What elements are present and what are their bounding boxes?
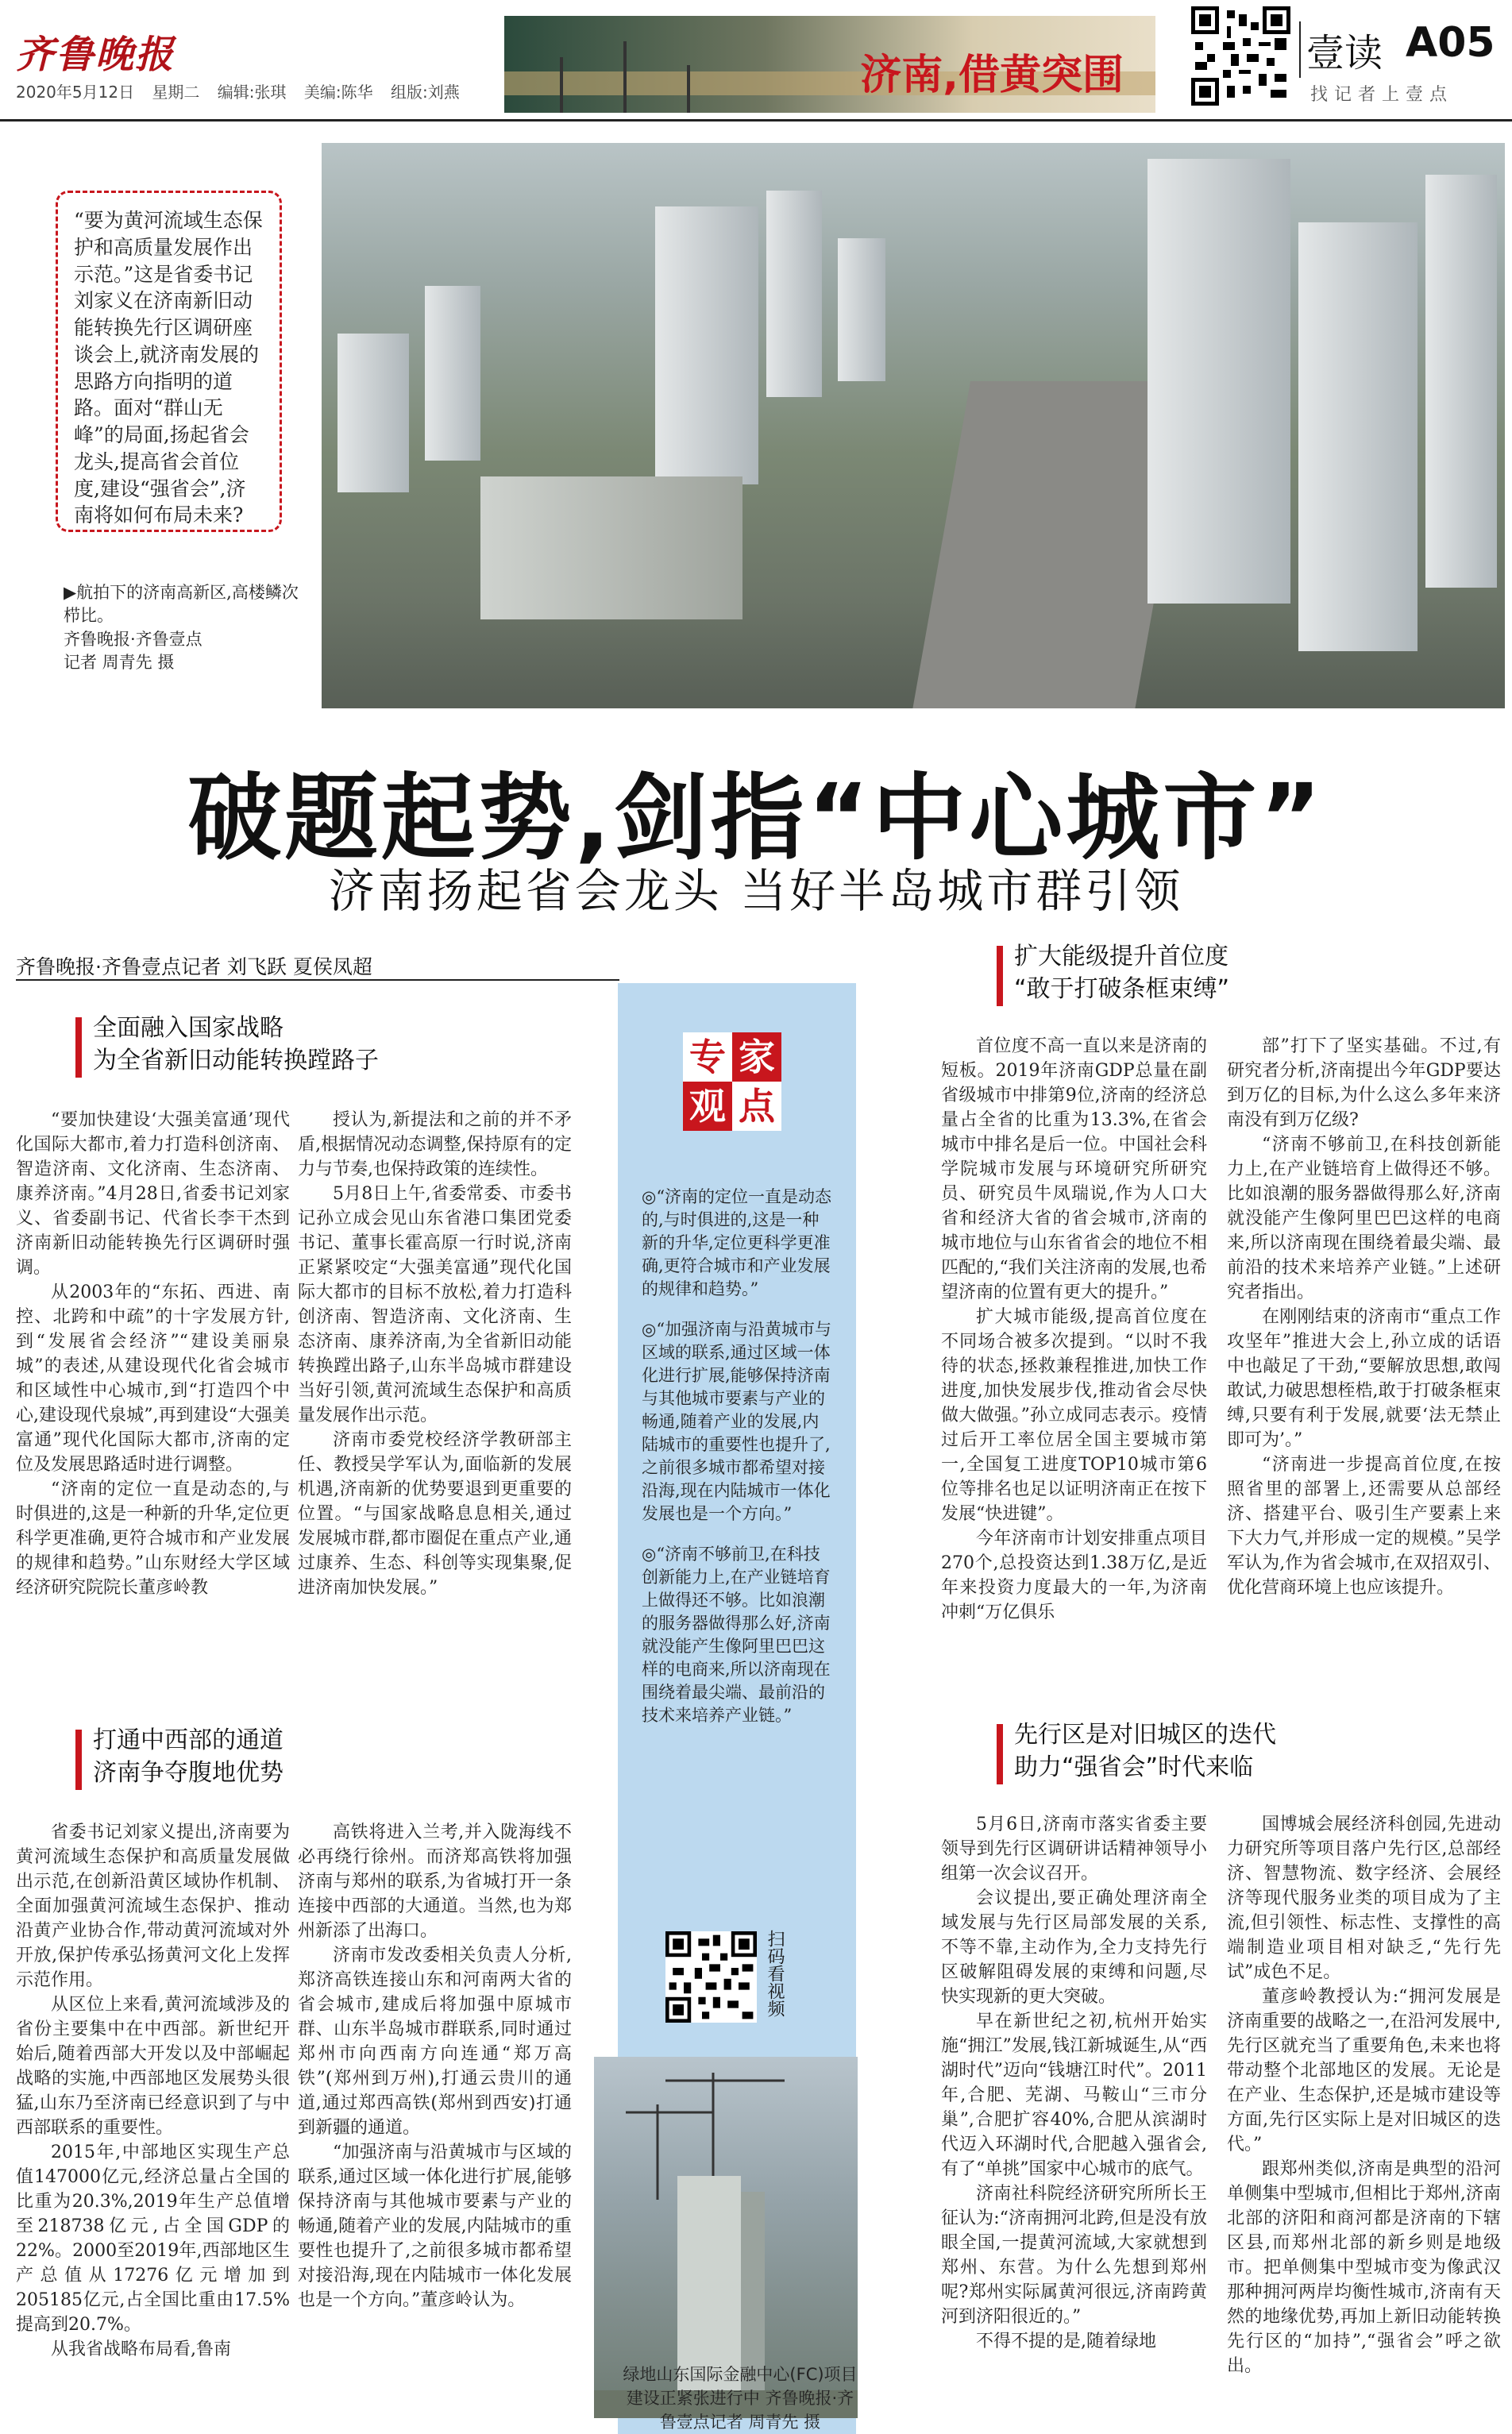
section-name: 壹读: [1306, 31, 1383, 75]
article-column: [941, 1034, 1207, 1685]
intro-box: “要为黄河流域生态保护和高质量发展作出示范。”这是省委书记刘家义在济南新旧动能转换先行区调研座谈会上,就济南发展的思路方向指明的道路。面对“群山无峰”的局面,扬起省会龙头,提高省会首位度,建设“强省会”,济南将如何布局未来?: [56, 191, 282, 532]
section-tagline: 找记者上壹点: [1310, 85, 1454, 105]
paragraph: 5月8日上午,省委常委、市委书记孙立成会见山东省港口集团党委书记、董事长霍高原一行时说,济南正紧紧咬定“大强美富通”现代化国际大都市的目标不放松,着力打造科创济南、智造济南、文化济南、生态济南、康养济南,为全省新旧动能转换蹚出路子,山东半岛城市群建设当好引领,黄河流域生态保护和高质量发展作出示范。: [298, 1184, 572, 1425]
paragraph: 高铁将进入兰考,并入陇海线不必再绕行徐州。而济郑高铁将加强济南与郑州的联系,为省城打开一条连接中西部的大通道。当然,也为郑州新添了出海口。: [298, 1823, 572, 1941]
banner-crane: [560, 57, 563, 113]
section-heading: [997, 941, 1473, 1013]
paragraph: 今年济南市计划安排重点项目270个,总投资达到1.38万亿,是近年来投资力度最大的一年,为济南冲刺“万亿俱乐: [941, 1529, 1207, 1622]
article-column: [1227, 1034, 1501, 1685]
article-column: [941, 1812, 1207, 2424]
paragraph: 从我省战略布局看,鲁南: [51, 2339, 231, 2359]
section-heading-line: “敢于打破条框束缚”: [1014, 974, 1230, 1003]
design-credit: 美编:陈华: [303, 83, 373, 102]
issue-date: 2020年5月12日: [16, 83, 135, 102]
article-column: [298, 1108, 572, 1695]
paragraph: 5月6日,济南市落实省委主要领导到先行区调研讲话精神领导小组第一次会议召开。: [941, 1815, 1207, 1884]
article-column: [16, 1108, 290, 1695]
byline-rule: [16, 979, 619, 981]
paragraph: 扩大城市能级,提高首位度在不同场合被多次提到。“以时不我待的状态,拯救兼程推进,加快工作进度,加快发展步伐,推动省会尽快做大做强。”孙立成同志表示。疫情过后开工率位居全国主要城市第一,全国复工进度TOP10城市第6位等排名也足以证明济南正在按下发展“快进键”。: [941, 1307, 1207, 1524]
section-heading: [75, 1725, 592, 1796]
headline: 破题起势,剑指“中心城市”: [187, 763, 1325, 873]
paragraph: 济南市发改委相关负责人分析,郑济高铁连接山东和河南两大省的省会城市,建成后将加强中原城市群、山东半岛城市群联系,同时通过郑州市向西南方向连通“郑万高铁”(郑州到万州),打通云贵川的通道,通过郑西高铁(郑州到西安)打通到新疆的通道。: [298, 1946, 572, 2138]
photo-building: [1425, 175, 1497, 588]
tower-photo-caption: 绿地山东国际金融中心(FC)项目建设正紧张进行中 齐鲁晚报·齐鲁壹点记者 周青先 摄: [623, 2365, 858, 2432]
byline: 齐鲁晚报·齐鲁壹点记者 刘飞跃 夏侯凤超: [16, 955, 372, 978]
proof-credit: 组版:刘燕: [391, 83, 460, 102]
qr-code-icon[interactable]: [1191, 6, 1290, 106]
expert-quote: ◎“加强济南与沿黄城市与区域的联系,通过区域一体化进行扩展,能够保持济南与其他城市要素与产业的畅通,随着产业的发展,内陆城市的重要性也提升了,之前很多城市都希望对接沿海,现在内陆城市一体化发展也是一个方向。”: [642, 1320, 832, 1523]
expert-badge-char: 家: [732, 1032, 781, 1082]
banner-crane: [687, 65, 690, 113]
expert-quote: ◎“济南的定位一直是动态的,与时俱进的,这是一种新的升华,定位更科学更准确,更符合城市和产业发展的规律和趋势。”: [642, 1187, 832, 1298]
article-column: [298, 1820, 572, 2424]
paragraph: 跟郑州类似,济南是典型的沿河单侧集中型城市,但相比于郑州,济南北部的济阳和商河都是济南的下辖区县,而郑州北部的新乡则是地级市。把单侧集中型城市变为像武汉那种拥河两岸均衡性城市,济南有天然的地缘优势,再加上新旧动能转换先行区的“加持”,“强省会”呼之欲出。: [1227, 2159, 1501, 2376]
video-qr-code-icon[interactable]: [665, 1931, 757, 2023]
section-heading-line: 济南争夺腹地优势: [93, 1758, 284, 1787]
issue-info: [16, 79, 472, 102]
issue-weekday: 星期二: [152, 83, 200, 102]
paragraph: 国博城会展经济科创园,先进动力研究所等项目落户先行区,总部经济、智慧物流、数字经济、会展经济等现代服务业类的项目成为了主流,但引领性、标志性、支撑性的高端制造业项目相对缺乏,“先行先试”成色不足。: [1227, 1815, 1501, 1982]
banner-crane: [623, 41, 627, 113]
header-rule: [0, 119, 1512, 122]
photo-caption: [64, 581, 302, 675]
section-heading-line: 全面融入国家战略: [93, 1014, 284, 1042]
photo-building: [766, 191, 822, 397]
paragraph: 部”打下了坚实基础。不过,有研究者分析,济南提出今年GDP要达到万亿的目标,为什么这么多年来济南没有到万亿级?: [1227, 1036, 1501, 1130]
expert-badge-char: 专: [683, 1032, 732, 1082]
article-column: [1227, 1812, 1501, 2424]
paragraph: 会议提出,要正确处理济南全域发展与先行区局部发展的关系,不等不靠,主动作为,全力支持先行区破解阻碍发展的束缚和问题,尽快实现新的更大突破。: [941, 1888, 1207, 2007]
section-heading: [75, 1013, 592, 1084]
photo-caption-line: 齐鲁晚报·齐鲁壹点: [64, 629, 202, 649]
paragraph: “济南进一步提高首位度,在按照省里的部署上,还需要从总部经济、搭建平台、吸引生产要素上来下大力气,并形成一定的规模。”吴学军认为,作为省会城市,在双招双引、优化营商环境上也应该提升。: [1227, 1455, 1501, 1598]
section-heading: [997, 1719, 1473, 1791]
paragraph: 从2003年的“东拓、西进、南控、北跨和中疏”的十字发展方针,到“发展省会经济”“建设美丽泉城”的表述,从建设现代化省会城市和区域性中心城市,到“打造四个中心,建设现代泉城”,再到建设“大强美富通”现代化国际大都市,济南的定位及发展思路适时进行调整。: [16, 1283, 290, 1475]
editor-credit: 编辑:张琪: [217, 83, 287, 102]
paragraph: 从区位上来看,黄河流域涉及的省份主要集中在中西部。新世纪开始后,随着西部大开发以及中部崛起战略的实施,中西部地区发展势头很猛,山东乃至济南已经意识到了与中西部联系的重要性。: [16, 1995, 290, 2138]
paragraph: “要加快建设‘大强美富通’现代化国际大都市,着力打造科创济南、智造济南、文化济南、生态济南、康养济南。”4月28日,省委书记刘家义、省委副书记、代省长李干杰到济南新旧动能转换先行区调研时强调。: [16, 1110, 290, 1278]
photo-building: [425, 286, 480, 461]
section-heading-line: 打通中西部的通道: [93, 1726, 284, 1754]
newspaper-logo: 齐鲁晚报: [16, 33, 176, 77]
photo-building: [480, 476, 742, 619]
paragraph: 济南社科院经济研究所所长王征认为:“济南拥河北跨,但是没有放眼全国,一提黄河流域,大家就想到郑州、东营。为什么先想到郑州呢?郑州实际属黄河很远,济南跨黄河到济阳很近的。”: [941, 2184, 1207, 2327]
expert-quote: ◎“济南不够前卫,在科技创新能力上,在产业链培育上做得还不够。比如浪潮的服务器做得那么好,济南就没能产生像阿里巴巴这样的电商来,所以济南现在围绕着最尖端、最前沿的技术来培养产业链。”: [642, 1545, 831, 1725]
paragraph: “济南的定位一直是动态的,与时俱进的,这是一种新的升华,定位更科学更准确,更符合城市和产业发展的规律和趋势。”山东财经大学区域经济研究院院长董彦岭教: [16, 1479, 290, 1598]
paragraph: 2015年,中部地区实现生产总值147000亿元,经济总量占全国的比重为20.3%,2019年生产总值增至218738亿元,占全国GDP的22%。2000至2019年,西部地区生产总值从17276亿元增加到205185亿元,占全国比重由17.5%提高到20.7%。: [16, 2143, 290, 2335]
aerial-city-photo: [322, 143, 1505, 708]
paragraph: 授认为,新提法和之前的并不矛盾,根据情况动态调整,保持原有的定力与节奏,也保持政策的连续性。: [298, 1110, 572, 1179]
page-number: A05: [1406, 19, 1495, 67]
paragraph: 董彦岭教授认为:“拥河发展是济南重要的战略之一,在沿河发展中,先行区就充当了重要角色,未来也将带动整个北部地区的发展。无论是在产业、生态保护,还是城市建设等方面,先行区实际上是对旧城区的迭代。”: [1227, 1987, 1501, 2154]
expert-quotes: [642, 1186, 832, 1745]
photo-caption-line: 记者 周青先 摄: [64, 653, 175, 673]
photo-building: [655, 206, 758, 484]
section-heading-line: 先行区是对旧城区的迭代: [1014, 1721, 1276, 1749]
paragraph: 省委书记刘家义提出,济南要为黄河流域生态保护和高质量发展做出示范,在创新沿黄区域协作机制、全面加强黄河流域生态保护、推动沿黄产业协合作,带动黄河流域对外开放,保护传承弘扬黄河文化上发挥示范作用。: [16, 1823, 290, 1990]
expert-badge-char: 点: [732, 1082, 781, 1131]
photo-caption-line: ▶航拍下的济南高新区,高楼鳞次栉比。: [64, 583, 299, 626]
banner-title: 济南,借黄突围: [860, 52, 1124, 99]
paragraph: 首位度不高一直以来是济南的短板。2019年济南GDP总量在副省级城市中排第9位,济南的经济总量占全省的比重为13.3%,在省会城市中排名是后一位。中国社会科学院城市发展与环境研究所研究员、研究员牛凤瑞说,作为人口大省和经济大省的省会城市,济南的城市地位与山东省省会的地位不相匹配的,“我们关注济南的发展,也希望济南的位置有更大的提升。”: [941, 1036, 1207, 1302]
paragraph: “加强济南与沿黄城市与区域的联系,通过区域一体化进行扩展,能够保持济南与其他城市要素与产业的畅通,随着产业的发展,内陆城市的重要性也提升了,之前很多城市都希望对接沿海,现在内陆城市一体化发展也是一个方向。”董彦岭认为。: [298, 2143, 572, 2310]
photo-building: [338, 334, 409, 492]
section-heading-line: 为全省新旧动能转换蹚路子: [93, 1046, 379, 1074]
expert-badge-char: 观: [683, 1082, 732, 1131]
section-heading-line: 扩大能级提升首位度: [1014, 943, 1228, 970]
section-heading-line: 助力“强省会”时代来临: [1014, 1753, 1254, 1781]
paragraph: 不得不提的是,随着绿地: [976, 2332, 1156, 2351]
scan-video-label: 扫码看视频: [765, 1930, 785, 2017]
paragraph: 济南市委党校经济学教研部主任、教授吴学军认为,面临新的发展机遇,济南新的优势要退到更重要的位置。“与国家战略息息相关,通过发展城市群,都市圈促在重点产业,通过康养、生态、科创等实现集聚,促进济南加快发展。”: [298, 1430, 572, 1598]
top-banner: [504, 16, 1155, 113]
article-column: [16, 1820, 290, 2424]
photo-building: [838, 238, 885, 381]
paragraph: 早在新世纪之初,杭州开始实施“拥江”发展,钱江新城诞生,从“西湖时代”迈向“钱塘江时代”。2011年,合肥、芜湖、马鞍山“三市分巢”,合肥扩容40%,合肥从滨湖时代迈入环湖时代,合肥越入强省会,有了“单挑”国家中心城市的底气。: [941, 2012, 1207, 2179]
photo-building: [1298, 222, 1418, 651]
paragraph: 在刚刚结束的济南市“重点工作攻坚年”推进大会上,孙立成的话语中也敲足了干劲,“要解放思想,敢闯敢试,力破思想桎梏,敢于打破条框束缚,只要有利于发展,就要‘法无禁止即可为’。”: [1227, 1307, 1501, 1450]
photo-building: [1148, 159, 1290, 604]
subheadline: 济南扬起省会龙头 当好半岛城市群引领: [328, 864, 1184, 918]
paragraph: “济南不够前卫,在科技创新能力上,在产业链培育上做得还不够。比如浪潮的服务器做得那么好,济南就没能产生像阿里巴巴这样的电商来,所以济南现在围绕着最尖端、最前沿的技术来培养产业链。”上述研究者指出。: [1227, 1135, 1501, 1302]
